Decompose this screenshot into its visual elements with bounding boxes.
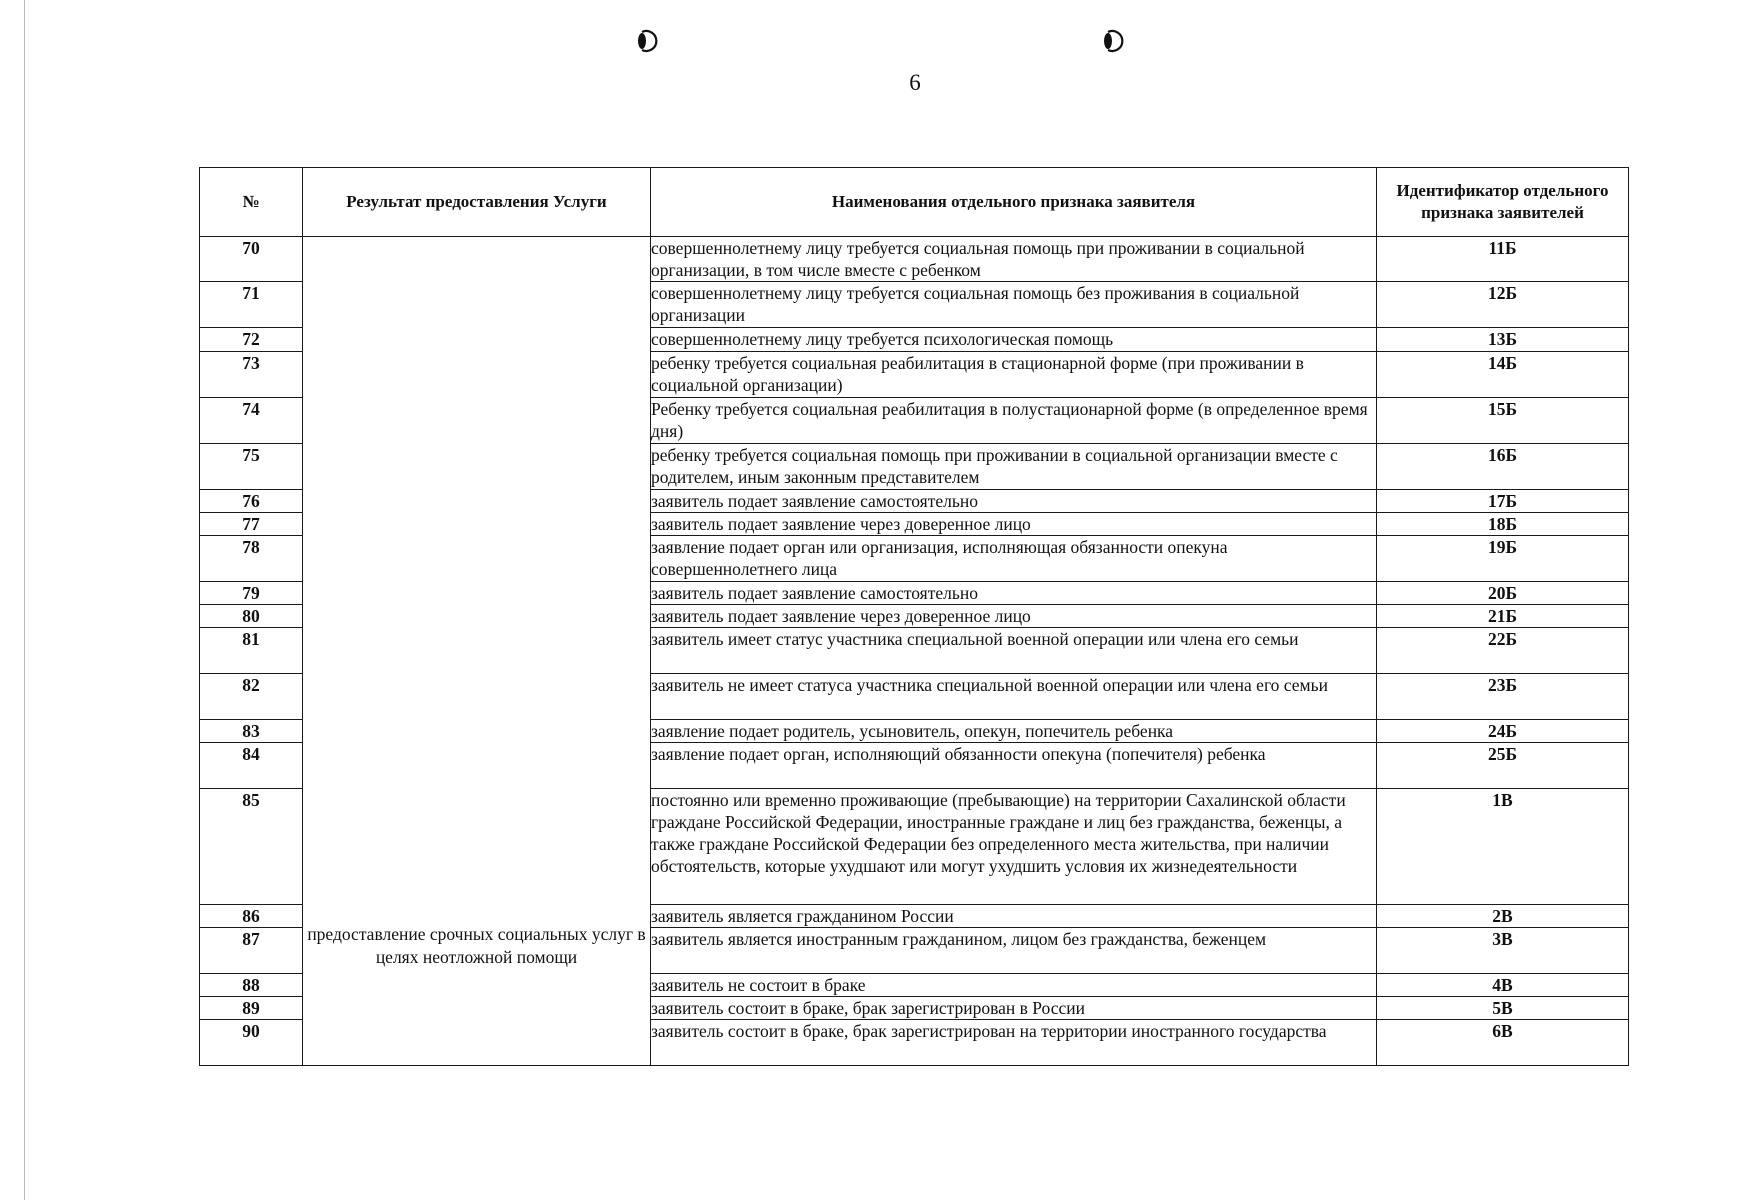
punch-hole-right <box>1100 28 1124 54</box>
attribute-name: заявитель подает заявление через доверенное лицо <box>651 513 1377 536</box>
table-header-row <box>200 168 1629 237</box>
header-identifier: Идентификатор отдельного признака заявителей <box>1377 168 1629 237</box>
attribute-id: 17Б <box>1377 490 1629 513</box>
header-result: Результат предоставления Услуги <box>303 168 651 237</box>
row-number: 76 <box>200 490 303 513</box>
row-number: 74 <box>200 398 303 444</box>
attribute-id: 4В <box>1377 974 1629 997</box>
attribute-id: 13Б <box>1377 328 1629 352</box>
attribute-id: 14Б <box>1377 352 1629 398</box>
attribute-name: ребенку требуется социальная помощь при проживании в социальной организации вместе с родителем, иным законным представителем <box>651 444 1377 490</box>
attribute-name: совершеннолетнему лицу требуется социальная помощь без проживания в социальной организации <box>651 282 1377 328</box>
row-number: 71 <box>200 282 303 328</box>
row-number: 88 <box>200 974 303 997</box>
attribute-id: 24Б <box>1377 720 1629 743</box>
attribute-name: заявление подает орган или организация, исполняющая обязанности опекуна совершеннолетнего лица <box>651 536 1377 582</box>
attribute-id: 3В <box>1377 928 1629 974</box>
row-number: 87 <box>200 928 303 974</box>
header-number: № <box>200 168 303 237</box>
attribute-id: 19Б <box>1377 536 1629 582</box>
page-number: 6 <box>909 70 921 95</box>
row-number: 85 <box>200 789 303 905</box>
row-number: 79 <box>200 582 303 605</box>
row-number: 77 <box>200 513 303 536</box>
punch-hole-left <box>634 28 658 54</box>
attribute-name: совершеннолетнему лицу требуется социальная помощь при проживании в социальной организации, в том числе вместе с ребенком <box>651 237 1377 282</box>
attribute-name: заявитель является гражданином России <box>651 905 1377 928</box>
page-edge-line <box>24 0 25 1200</box>
attribute-name: совершеннолетнему лицу требуется психологическая помощь <box>651 328 1377 352</box>
attribute-id: 23Б <box>1377 674 1629 720</box>
attribute-name: постоянно или временно проживающие (пребывающие) на территории Сахалинской области граждане Российской Федерации, иностранные граждане и лиц без гражданства, беженцы, а также граждане Российской Федерации без определенного места жительства, при наличии обстоятельств, которые ухудшают или могут ухудшить условия их жизнедеятельности <box>651 789 1377 905</box>
row-number: 82 <box>200 674 303 720</box>
table-row <box>200 237 1629 282</box>
row-number: 81 <box>200 628 303 674</box>
attribute-id: 20Б <box>1377 582 1629 605</box>
result-cell <box>303 237 651 1066</box>
row-number: 83 <box>200 720 303 743</box>
row-number: 90 <box>200 1020 303 1066</box>
row-number: 84 <box>200 743 303 789</box>
attribute-id: 12Б <box>1377 282 1629 328</box>
attribute-id: 2В <box>1377 905 1629 928</box>
attribute-name: заявитель имеет статус участника специальной военной операции или члена его семьи <box>651 628 1377 674</box>
attribute-name: заявитель состоит в браке, брак зарегистрирован на территории иностранного государства <box>651 1020 1377 1066</box>
row-number: 89 <box>200 997 303 1020</box>
attribute-id: 6В <box>1377 1020 1629 1066</box>
attribute-id: 22Б <box>1377 628 1629 674</box>
attribute-name: заявитель состоит в браке, брак зарегистрирован в России <box>651 997 1377 1020</box>
attribute-id: 11Б <box>1377 237 1629 282</box>
attribute-name: Ребенку требуется социальная реабилитация в полустационарной форме (в определенное время дня) <box>651 398 1377 444</box>
attribute-name: заявитель не имеет статуса участника специальной военной операции или члена его семьи <box>651 674 1377 720</box>
attribute-id: 16Б <box>1377 444 1629 490</box>
attribute-name: заявление подает орган, исполняющий обязанности опекуна (попечителя) ребенка <box>651 743 1377 789</box>
row-number: 73 <box>200 352 303 398</box>
attribute-id: 1В <box>1377 789 1629 905</box>
attribute-id: 5В <box>1377 997 1629 1020</box>
attribute-name: заявитель подает заявление самостоятельно <box>651 490 1377 513</box>
row-number: 75 <box>200 444 303 490</box>
attribute-id: 25Б <box>1377 743 1629 789</box>
applicant-attributes-table <box>199 167 1629 1066</box>
row-number: 86 <box>200 905 303 928</box>
attribute-id: 18Б <box>1377 513 1629 536</box>
attribute-name: заявитель подает заявление самостоятельно <box>651 582 1377 605</box>
row-number: 72 <box>200 328 303 352</box>
header-attribute-name: Наименования отдельного признака заявителя <box>651 168 1377 237</box>
result-text: предоставление срочных социальных услуг в целях неотложной помощи <box>307 924 646 967</box>
attribute-id: 21Б <box>1377 605 1629 628</box>
row-number: 70 <box>200 237 303 282</box>
attribute-name: заявитель подает заявление через доверенное лицо <box>651 605 1377 628</box>
attribute-name: заявитель является иностранным гражданином, лицом без гражданства, беженцем <box>651 928 1377 974</box>
attribute-id: 15Б <box>1377 398 1629 444</box>
attribute-name: заявитель не состоит в браке <box>651 974 1377 997</box>
row-number: 80 <box>200 605 303 628</box>
attribute-name: заявление подает родитель, усыновитель, опекун, попечитель ребенка <box>651 720 1377 743</box>
row-number: 78 <box>200 536 303 582</box>
attribute-name: ребенку требуется социальная реабилитация в стационарной форме (при проживании в социальной организации) <box>651 352 1377 398</box>
